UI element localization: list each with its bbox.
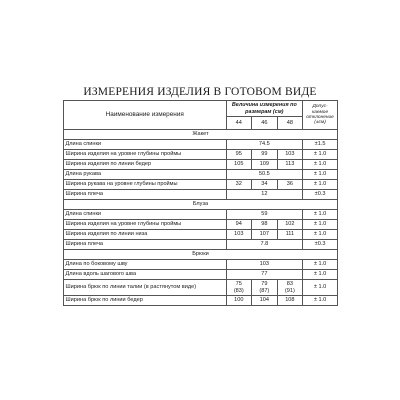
measurement-value: 36 [277,180,303,190]
section-title: Брюки [64,250,338,260]
table-row [64,280,338,296]
table-row [64,210,338,220]
table-row [64,230,338,240]
table-row [64,190,338,200]
measurement-value-all-sizes: 74.5 [226,140,303,150]
measurement-name: Длина по боковому шву [64,260,227,270]
measurement-value-all-sizes: 59 [226,210,303,220]
measurement-name: Длина спинки [64,210,227,220]
measurement-value-all-sizes: 103 [226,260,303,270]
measurement-value: 79 (87) [252,280,278,296]
section-title: Жакет [64,130,338,140]
section-row [64,200,338,210]
measurement-value: 111 [277,230,303,240]
measurement-name: Длина рукава [64,170,227,180]
table-row [64,150,338,160]
measurement-value-all-sizes: 50.5 [226,170,303,180]
measurement-name: Длина спинки [64,140,227,150]
header-tolerance-cell: Допус-каемое отклонение (±см) [303,101,338,130]
measurement-name: Ширина брюк по линии талии (в растянутом виде) [64,280,227,296]
measurement-value: 109 [252,160,278,170]
tolerance-value: ±0.3 [303,190,338,200]
tolerance-value: ± 1.0 [303,180,338,190]
size-44: 44 [226,117,252,130]
measurement-value: 107 [252,230,278,240]
measurement-value: 100 [226,296,252,306]
measurement-value: 94 [226,220,252,230]
table-row [64,220,338,230]
measurement-name: Ширина рукава на уровне глубины проймы [64,180,227,190]
tolerance-value: ±1.5 [303,140,338,150]
measurement-value: 34 [252,180,278,190]
tolerance-value: ± 1.0 [303,260,338,270]
page-title: ИЗМЕРЕНИЯ ИЗДЕЛИЯ В ГОТОВОМ ВИДЕ [83,86,317,98]
table-row [64,140,338,150]
measurement-value: 104 [252,296,278,306]
measurement-value: 75 (83) [226,280,252,296]
size-46: 46 [252,117,278,130]
header-name-cell: Наименование измерения [64,101,227,130]
table-row [64,240,338,250]
measurement-name: Ширина плеча [64,240,227,250]
table-header-row [64,101,338,117]
section-row [64,130,338,140]
measurement-value: 99 [252,150,278,160]
measurement-value-all-sizes: 77 [226,270,303,280]
table-row [64,160,338,170]
table-row [64,296,338,306]
table-row [64,260,338,270]
measurements-table [63,100,338,306]
tolerance-value: ± 1.0 [303,220,338,230]
measurement-value: 103 [226,230,252,240]
measurement-value: 102 [277,220,303,230]
measurement-name: Длина вдоль шагового шва [64,270,227,280]
measurement-value: 83 (91) [277,280,303,296]
measurement-value: 98 [252,220,278,230]
size-48: 48 [277,117,303,130]
measurement-value: 103 [277,150,303,160]
tolerance-value: ±0.3 [303,240,338,250]
measurement-name: Ширина изделия по линии бедер [64,160,227,170]
measurement-value-all-sizes: 12 [226,190,303,200]
measurement-value: 95 [226,150,252,160]
measurement-value-all-sizes: 7.8 [226,240,303,250]
tolerance-value: ± 1.0 [303,210,338,220]
measurement-value: 32 [226,180,252,190]
tolerance-value: ± 1.0 [303,170,338,180]
tolerance-value: ± 1.0 [303,280,338,296]
measurement-name: Ширина изделия на уровне глубины проймы [64,220,227,230]
section-row [64,250,338,260]
measurement-value: 113 [277,160,303,170]
tolerance-value: ± 1.0 [303,230,338,240]
table-row [64,180,338,190]
tolerance-value: ± 1.0 [303,270,338,280]
section-title: Блуза [64,200,338,210]
measurement-value: 108 [277,296,303,306]
measurement-value: 105 [226,160,252,170]
measurement-name: Ширина изделия на уровне глубины проймы [64,150,227,160]
tolerance-value: ± 1.0 [303,150,338,160]
tolerance-value: ± 1.0 [303,296,338,306]
header-size-cell: Величина измерения по размерам (см) [226,101,303,117]
table-row [64,170,338,180]
measurement-name: Ширина изделия по линии низа [64,230,227,240]
tolerance-value: ± 1.0 [303,160,338,170]
measurement-name: Ширина плеча [64,190,227,200]
measurement-name: Ширина брюк по линии бедер [64,296,227,306]
table-row [64,270,338,280]
